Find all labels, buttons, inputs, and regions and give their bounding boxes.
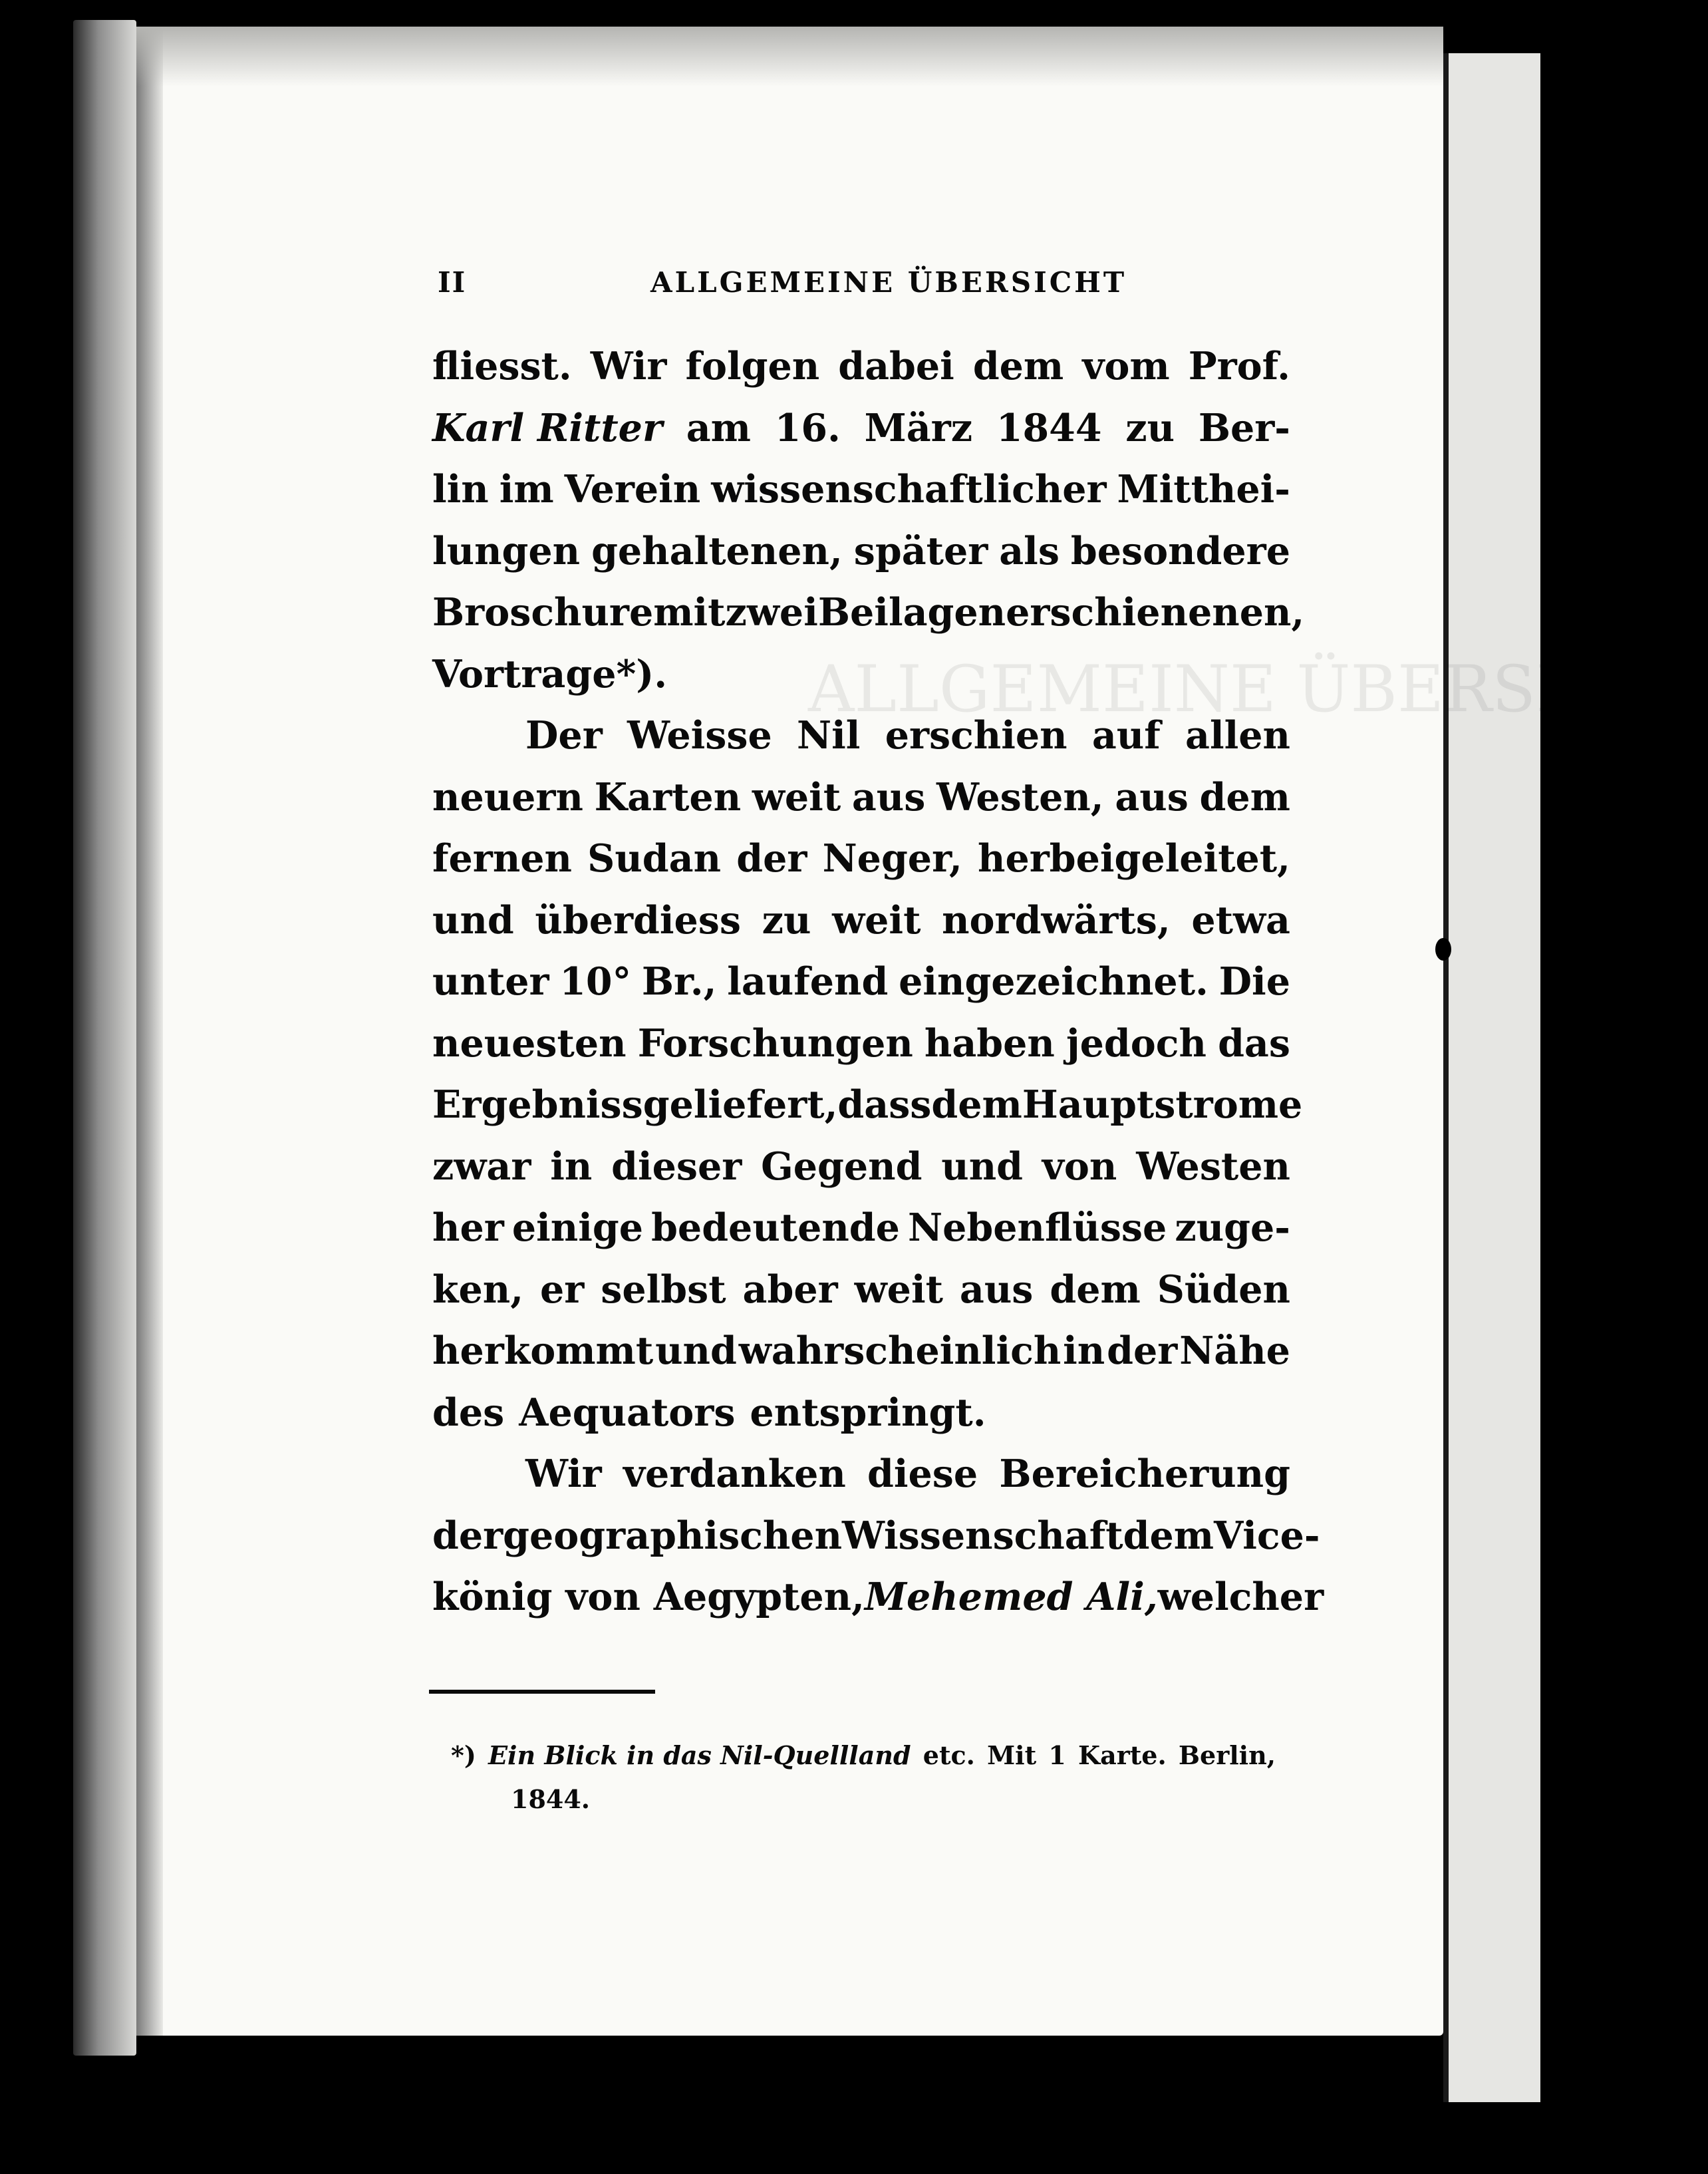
- footnote-line: [451, 1734, 1276, 1778]
- word: der: [736, 836, 807, 881]
- word: 16.: [774, 405, 841, 450]
- footnote-word: 1: [1048, 1740, 1066, 1770]
- footnote: [451, 1734, 1276, 1821]
- word: herkommt: [432, 1328, 654, 1373]
- word: allen: [1185, 713, 1290, 758]
- word: lin: [432, 467, 489, 512]
- text-line: [432, 767, 1290, 829]
- word: zwei: [725, 590, 818, 635]
- text-line: [432, 1505, 1320, 1567]
- footnote-word: Mit: [987, 1740, 1037, 1770]
- word: lungen: [432, 528, 581, 573]
- word: Westen,: [936, 774, 1104, 820]
- word: vom: [1082, 344, 1170, 388]
- footnote-year: 1844.: [511, 1784, 590, 1814]
- word: Broschure: [432, 590, 654, 635]
- word: unter: [432, 959, 549, 1004]
- word: zu: [762, 897, 811, 943]
- footnote-word: Karte.: [1078, 1740, 1167, 1770]
- word: dem: [1199, 774, 1290, 820]
- word: Forschungen: [637, 1020, 913, 1066]
- word: nordwärts,: [942, 897, 1171, 943]
- text-line: [432, 1074, 1303, 1136]
- word: als: [999, 528, 1060, 573]
- text-line: [432, 521, 1290, 583]
- text-segment: welcher: [1157, 1575, 1324, 1619]
- footnote-cited-title: Ein Blick in das Nil-Quellland: [488, 1740, 911, 1770]
- word: neuesten: [432, 1020, 627, 1066]
- word: Aequators: [519, 1390, 736, 1435]
- word: Sudan: [587, 836, 722, 881]
- footnote-word: Berlin,: [1178, 1740, 1276, 1770]
- word: überdiess: [535, 897, 741, 943]
- word: bedeutende: [651, 1205, 900, 1250]
- text-line: [432, 582, 1305, 644]
- running-head-title: ALLGEMEINE ÜBERSICHT: [650, 266, 1127, 299]
- word: dem: [931, 1082, 1022, 1127]
- word: weit: [752, 774, 841, 820]
- word: geographischen: [503, 1513, 843, 1558]
- text-line: [432, 1444, 1290, 1505]
- word: Süden: [1157, 1267, 1290, 1312]
- word: aus: [851, 774, 926, 820]
- word: Der: [525, 713, 603, 758]
- word: aber: [742, 1267, 838, 1312]
- running-head: [438, 266, 1296, 306]
- word: auf: [1091, 713, 1161, 758]
- text-line: [432, 1567, 1324, 1629]
- word: Br.,: [641, 959, 717, 1004]
- word: aus: [959, 1267, 1034, 1312]
- word: Vortrage*).: [432, 651, 668, 697]
- page-number: II: [438, 266, 467, 299]
- word: einige: [511, 1205, 643, 1250]
- word: Hauptstrome: [1022, 1082, 1303, 1127]
- text-line: [432, 1320, 1290, 1382]
- word: und: [941, 1144, 1023, 1189]
- word: Weisse: [627, 713, 772, 758]
- word: verdanken: [623, 1452, 846, 1496]
- word: mit: [653, 590, 726, 635]
- body-text: [432, 336, 1324, 1629]
- word: März: [864, 405, 973, 450]
- text-line: [432, 644, 1290, 706]
- word: etwa: [1191, 897, 1290, 943]
- word: und: [655, 1328, 737, 1373]
- footnote-marker: *): [451, 1740, 476, 1770]
- adjacent-page-edge: [1443, 53, 1540, 2102]
- word: Nebenflüsse: [908, 1205, 1167, 1250]
- word: später: [853, 528, 988, 573]
- word: am: [686, 405, 751, 450]
- word: dieser: [611, 1144, 742, 1189]
- word: in: [550, 1144, 593, 1189]
- word: und: [432, 897, 514, 943]
- text-line: [432, 1136, 1290, 1198]
- word: Ber-: [1198, 405, 1290, 450]
- word: selbst: [601, 1267, 726, 1312]
- text-segment: könig von Aegypten,: [432, 1575, 865, 1619]
- word: Beilagen: [817, 590, 1006, 635]
- binding-hole-mark: [1435, 938, 1451, 961]
- word: Westen: [1136, 1144, 1290, 1189]
- word: Gegend: [761, 1144, 923, 1189]
- word: gehaltenen,: [591, 528, 843, 573]
- word: der: [432, 1513, 503, 1558]
- word: eingezeichnet.: [899, 959, 1209, 1004]
- word: geliefert,: [642, 1082, 838, 1127]
- word: das: [1218, 1020, 1290, 1066]
- word: jedoch: [1066, 1020, 1207, 1066]
- word: dem: [1050, 1267, 1141, 1312]
- word: im: [499, 467, 554, 512]
- word: 10°: [559, 959, 632, 1004]
- word: Prof.: [1188, 344, 1290, 388]
- text-line: [432, 951, 1290, 1013]
- word: ken,: [432, 1267, 524, 1312]
- word: Neger,: [822, 836, 962, 881]
- book-spine-edge: [73, 20, 136, 2056]
- word: erschienenen,: [1006, 590, 1305, 635]
- word: wissenschaftlicher: [711, 467, 1107, 512]
- text-line: [432, 398, 1290, 460]
- word: Mitthei-: [1117, 467, 1290, 512]
- person-name-mehemed-ali: Mehemed Ali,: [864, 1575, 1158, 1619]
- word: Wir: [590, 344, 667, 388]
- person-name-karl-ritter: Karl Ritter: [432, 405, 662, 450]
- word: folgen: [685, 344, 820, 388]
- text-line: [432, 336, 1290, 398]
- book-page: ALLGEMEINE ÜBERSICHT: [136, 27, 1443, 2036]
- word: fernen: [432, 836, 572, 881]
- text-line: [432, 1259, 1290, 1321]
- word: des: [432, 1390, 505, 1435]
- word: Karten: [594, 774, 742, 820]
- word: Wissenschaft: [842, 1513, 1123, 1558]
- word: neuern: [432, 774, 583, 820]
- footnote-line: [451, 1778, 1276, 1821]
- word: laufend: [727, 959, 889, 1004]
- word: entspringt.: [750, 1390, 986, 1435]
- word: Bereicherung: [999, 1452, 1290, 1496]
- word: aus: [1115, 774, 1189, 820]
- word: erschien: [885, 713, 1068, 758]
- word: von: [1042, 1144, 1117, 1189]
- word: Nähe: [1179, 1328, 1290, 1373]
- text-line: [432, 1013, 1290, 1075]
- text-line: [432, 459, 1290, 521]
- word: Die: [1218, 959, 1290, 1004]
- text-line: [432, 705, 1290, 767]
- word: Vice-: [1214, 1513, 1320, 1558]
- word: Verein: [564, 467, 701, 512]
- word: dem: [1123, 1513, 1214, 1558]
- word: Nil: [797, 713, 861, 758]
- word: dem: [972, 344, 1064, 388]
- word: haben: [924, 1020, 1055, 1066]
- word: dass: [837, 1082, 932, 1127]
- word: wahrscheinlich: [738, 1328, 1062, 1373]
- word: zu: [1125, 405, 1175, 450]
- word: weit: [854, 1267, 943, 1312]
- word: weit: [832, 897, 921, 943]
- text-line: [432, 1382, 1290, 1444]
- word: fliesst.: [432, 344, 572, 388]
- word: zwar: [432, 1144, 531, 1189]
- word: Wir: [525, 1452, 602, 1496]
- word: diese: [867, 1452, 978, 1496]
- word: Ergebniss: [432, 1082, 643, 1127]
- word: er: [540, 1267, 585, 1312]
- text-line: [432, 1197, 1290, 1259]
- footnote-word: etc.: [923, 1740, 975, 1770]
- word: besondere: [1070, 528, 1290, 573]
- word: her: [432, 1205, 504, 1250]
- word: der: [1107, 1328, 1178, 1373]
- footnote-rule: [429, 1690, 655, 1694]
- word: dabei: [838, 344, 954, 388]
- text-line: [432, 890, 1290, 952]
- word: zuge-: [1175, 1205, 1290, 1250]
- word: 1844: [996, 405, 1102, 450]
- word: in: [1063, 1328, 1105, 1373]
- text-line: [432, 828, 1290, 890]
- word: herbeigeleitet,: [978, 836, 1290, 881]
